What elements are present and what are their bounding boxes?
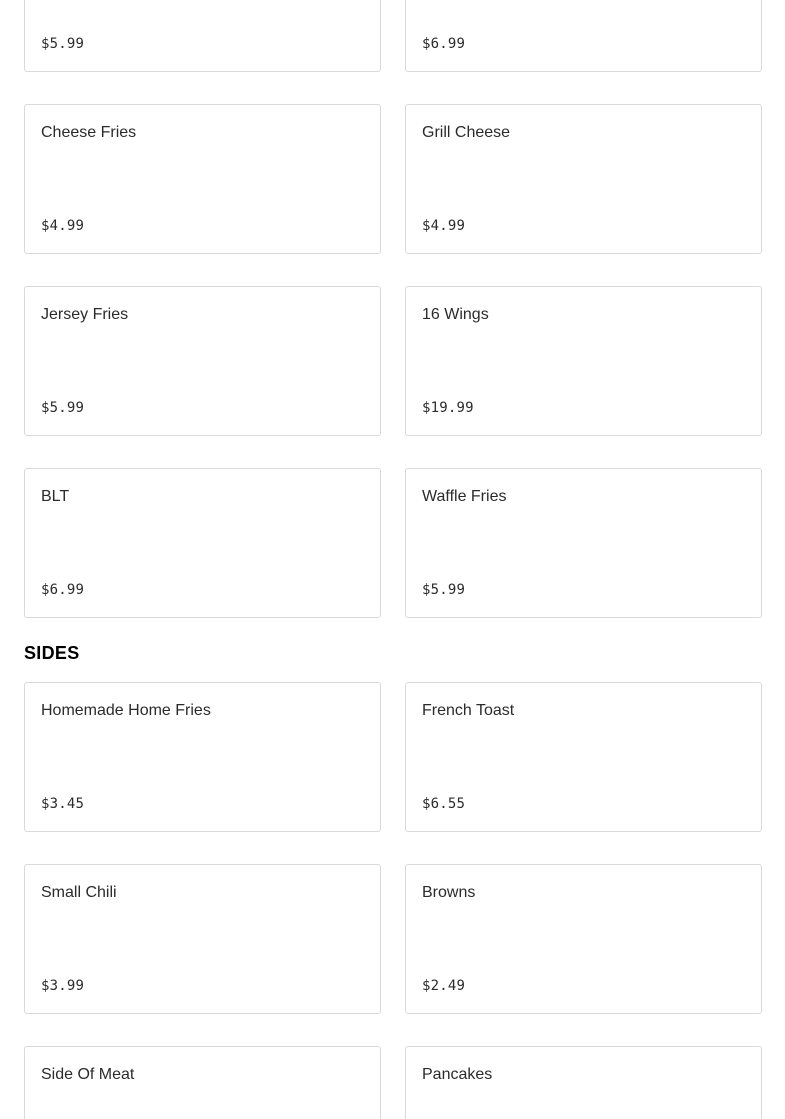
menu-item-card[interactable] (24, 0, 381, 72)
menu-item-name: Waffle Fries (422, 488, 507, 505)
menu-item-card[interactable] (405, 864, 762, 1014)
menu-item-name: Small Chili (41, 884, 117, 901)
menu-item-card[interactable] (405, 1046, 762, 1119)
menu-item-card[interactable] (405, 104, 762, 254)
menu-item-price: $3.45 (41, 796, 85, 812)
menu-item-name: Pancakes (422, 1066, 493, 1083)
menu-item-name: 16 Wings (422, 306, 489, 323)
menu-item-card[interactable] (405, 682, 762, 832)
menu-item-price: $6.55 (422, 796, 466, 812)
menu-item-price: $6.99 (422, 36, 466, 52)
menu-item-card[interactable] (405, 0, 762, 72)
menu-item-name: Side Of Meat (41, 1066, 135, 1083)
menu-item-card[interactable] (24, 1046, 381, 1119)
menu-item-price: $2.49 (422, 978, 466, 994)
menu-item-card[interactable] (405, 286, 762, 436)
menu-item-name: Homemade Home Fries (41, 702, 211, 719)
menu-item-card[interactable] (24, 864, 381, 1014)
menu-item-price: $5.99 (422, 582, 466, 598)
menu-item-price: $5.99 (41, 400, 85, 416)
menu-item-name: Grill Cheese (422, 124, 511, 141)
menu-item-name: Cheese Fries (41, 124, 137, 141)
menu-item-price: $4.99 (422, 218, 466, 234)
menu-item-card[interactable] (24, 286, 381, 436)
menu-item-name: French Toast (422, 702, 515, 719)
menu-item-name: Browns (422, 884, 476, 901)
section-title-sides: SIDES (24, 643, 80, 663)
menu-item-price: $3.99 (41, 978, 85, 994)
menu-item-card[interactable] (24, 468, 381, 618)
menu-item-name: Jersey Fries (41, 306, 129, 323)
menu-item-price: $6.99 (41, 582, 85, 598)
menu-item-price: $5.99 (41, 36, 85, 52)
menu-item-card[interactable] (405, 468, 762, 618)
menu-item-price: $19.99 (422, 400, 474, 416)
menu-item-price: $4.99 (41, 218, 85, 234)
menu-item-card[interactable] (24, 682, 381, 832)
menu-item-name: BLT (41, 488, 70, 505)
menu-item-card[interactable] (24, 104, 381, 254)
